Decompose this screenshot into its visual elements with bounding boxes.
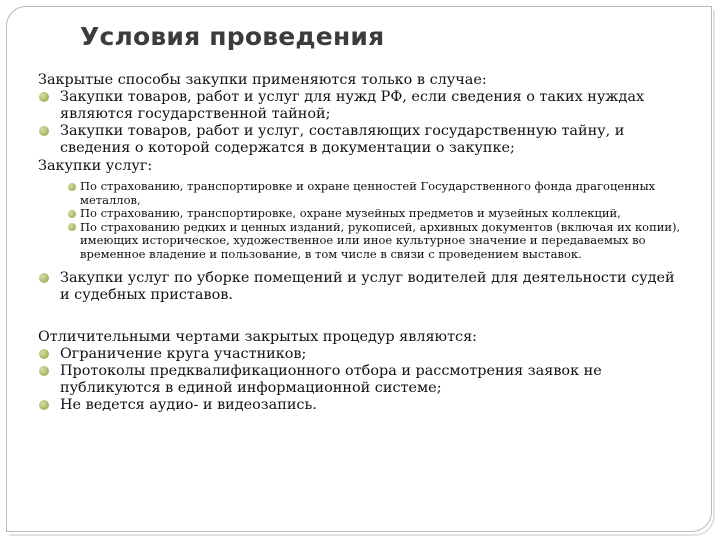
bullet-dot-icon bbox=[68, 223, 76, 231]
sub-bullet-item bbox=[38, 180, 688, 207]
bullet-dot-icon bbox=[39, 400, 49, 410]
bullet-dot-icon bbox=[68, 210, 76, 218]
sub-bullet-text: По страхованию, транспортировке, охране музейных предметов и музейных коллекций, bbox=[80, 206, 621, 221]
bullet-text: Закупки товаров, работ и услуг для нужд РФ, если сведения о таких нуждах являются государственной тайной; bbox=[60, 89, 645, 122]
services-heading: Закупки услуг: bbox=[38, 158, 153, 174]
slide-title: Условия проведения bbox=[80, 22, 385, 51]
sub-bullet-text: По страхованию, транспортировке и охране ценностей Государственного фонда драгоценных металлов, bbox=[80, 179, 656, 207]
bullet-text: Не ведется аудио- и видеозапись. bbox=[60, 396, 317, 413]
bullet-item bbox=[38, 270, 688, 304]
sub-bullet-item bbox=[38, 207, 688, 221]
bullet-dot-icon bbox=[39, 366, 49, 376]
bullet-text: Протоколы предквалификационного отбора и рассмотрения заявок не публикуются в единой информационной системе; bbox=[60, 362, 602, 396]
sub-bullet-item bbox=[38, 221, 688, 262]
slide-content bbox=[38, 71, 688, 414]
bullet-dot-icon bbox=[39, 349, 49, 359]
bullet-item bbox=[38, 363, 688, 397]
sub-bullet-text: По страхованию редких и ценных изданий, рукописей, архивных документов (включая их копии), имеющих историческое, художественное или иное культурное значение и передаваемых во временное владение и пользование, в том числе в связи с проведением выставок. bbox=[80, 219, 681, 261]
bullet-item bbox=[38, 89, 688, 123]
bullet-dot-icon bbox=[39, 126, 49, 136]
bullet-dot-icon bbox=[39, 92, 49, 102]
bullet-dot-icon bbox=[68, 183, 76, 191]
bullet-item bbox=[38, 397, 688, 414]
features-heading: Отличительными чертами закрытых процедур являются: bbox=[38, 328, 478, 345]
bullet-item bbox=[38, 346, 688, 363]
intro-text: Закрытые способы закупки применяются только в случае: bbox=[38, 72, 487, 88]
bullet-text: Ограничение круга участников; bbox=[60, 345, 307, 362]
bullet-text: Закупки товаров, работ и услуг, составляющих государственную тайну, и сведения о которой содержатся в документации о закупке; bbox=[60, 123, 625, 156]
bullet-dot-icon bbox=[39, 273, 49, 283]
bullet-text: Закупки услуг по уборке помещений и услуг водителей для деятельности судей и судебных приставов. bbox=[60, 269, 675, 303]
bullet-item bbox=[38, 123, 688, 157]
